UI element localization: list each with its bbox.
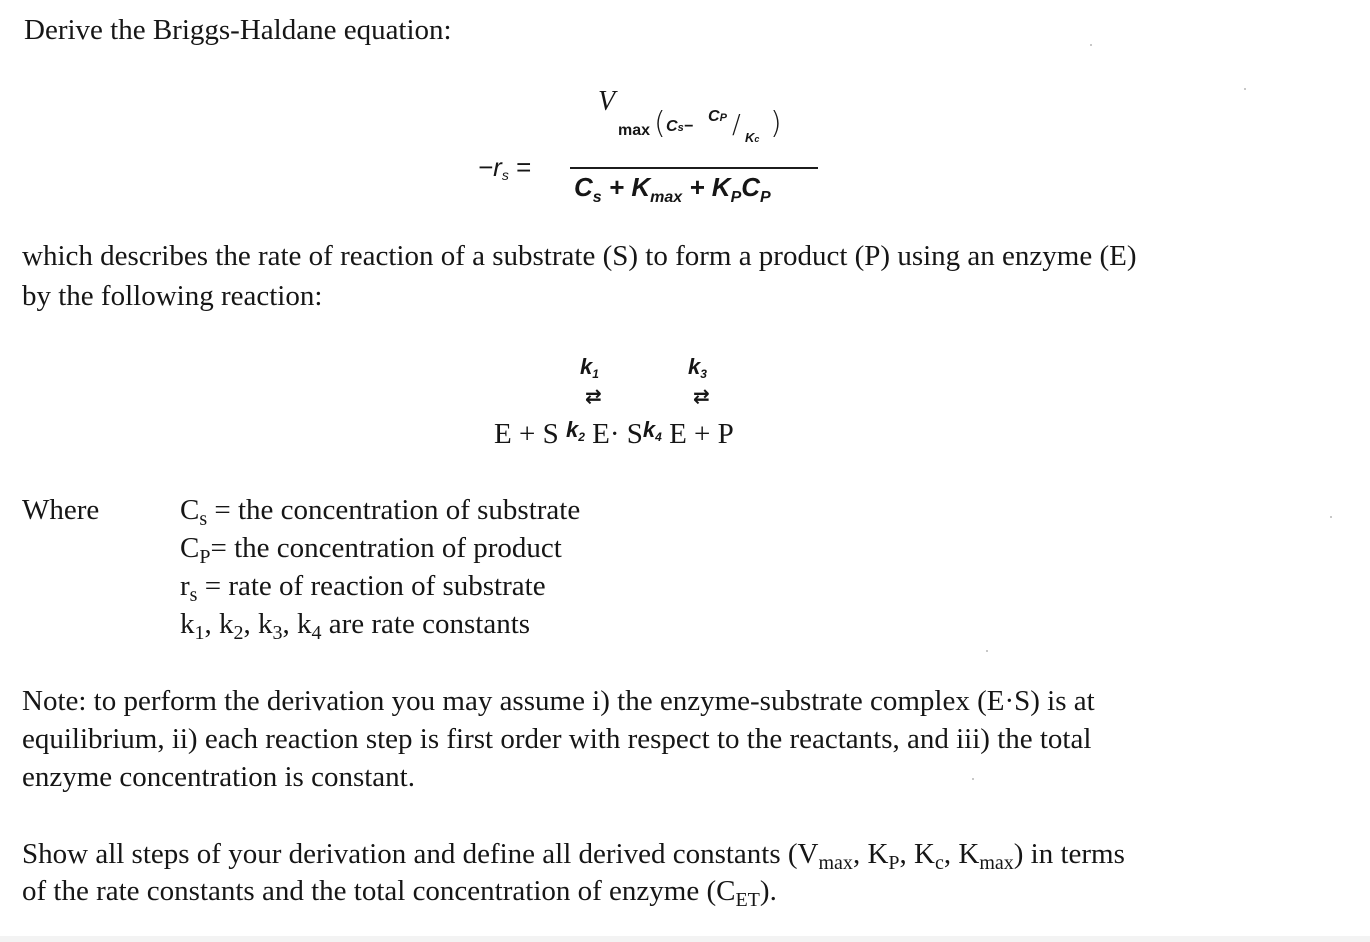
note-line-3: enzyme concentration is constant. (22, 761, 415, 793)
numerator-kc: Kc (745, 130, 760, 145)
scan-speck (972, 778, 974, 780)
where-label: Where (22, 494, 100, 526)
question-title: Derive the Briggs-Haldane equation: (24, 14, 452, 46)
numerator-max: max (618, 122, 651, 139)
description-line-2: by the following reaction: (22, 280, 323, 312)
numerator-v: V (598, 86, 616, 117)
equation-lhs: −rs = (478, 152, 532, 183)
page-bottom-edge (0, 936, 1370, 942)
rate-constant-k1: k1 (580, 354, 599, 381)
numerator-cp: CP (708, 108, 727, 125)
numerator-left-paren: ( (654, 106, 666, 141)
briggs-haldane-equation (470, 86, 830, 206)
definition-rs: $r_s$ = rate of reaction of substrate (180, 570, 546, 606)
scan-speck (1244, 88, 1246, 90)
definition-cs: $C_s$ = the concentration of substrate (180, 494, 581, 530)
scan-speck (1330, 516, 1332, 518)
scan-speck (986, 650, 988, 652)
description-line-1: which describes the rate of reaction of a substrate (S) to form a product (P) using an enzyme (E) (22, 240, 1137, 272)
reaction-scheme (494, 354, 834, 454)
rate-constant-k2: k2 (565, 417, 585, 444)
definition-rate-constants: $k_1$, $k_2$, $k_3$, $k_4$ are rate constants (180, 608, 531, 644)
numerator-slash: / (732, 110, 741, 140)
scan-speck (1090, 44, 1092, 46)
equation-denominator: $C_s + K_{max} + K_PC_P$ (574, 172, 771, 206)
reaction-equation: E + S $^{k2}$ $E\cdot S^{k4}$ E + P (494, 417, 734, 450)
instruction-line-2: of the rate constants and the total concentration of enzyme $(C_{ET})$. (22, 875, 777, 911)
note-line-2: equilibrium, ii) each reaction step is first order with respect to the reactants, and iii) the total (22, 723, 1092, 755)
equilibrium-arrow-icon: ⇄ (693, 384, 710, 408)
numerator-right-paren: ) (770, 106, 782, 141)
note-line-1: Note: to perform the derivation you may assume i) the enzyme-substrate complex (E·S) is at (22, 685, 1095, 717)
definition-cp: $C_P=$ the concentration of product (180, 532, 562, 568)
equilibrium-arrow-icon: ⇄ (585, 384, 602, 408)
numerator-cs: Cs− (666, 118, 694, 135)
instruction-line-1: Show all steps of your derivation and define all derived constants ($V_{max}$, $K_P$, $K_c$, $K_{max}$) in terms (22, 838, 1125, 874)
rate-constant-k4: k4 (642, 417, 662, 444)
fraction-bar (570, 167, 818, 169)
rate-constant-k3: k3 (688, 354, 707, 381)
